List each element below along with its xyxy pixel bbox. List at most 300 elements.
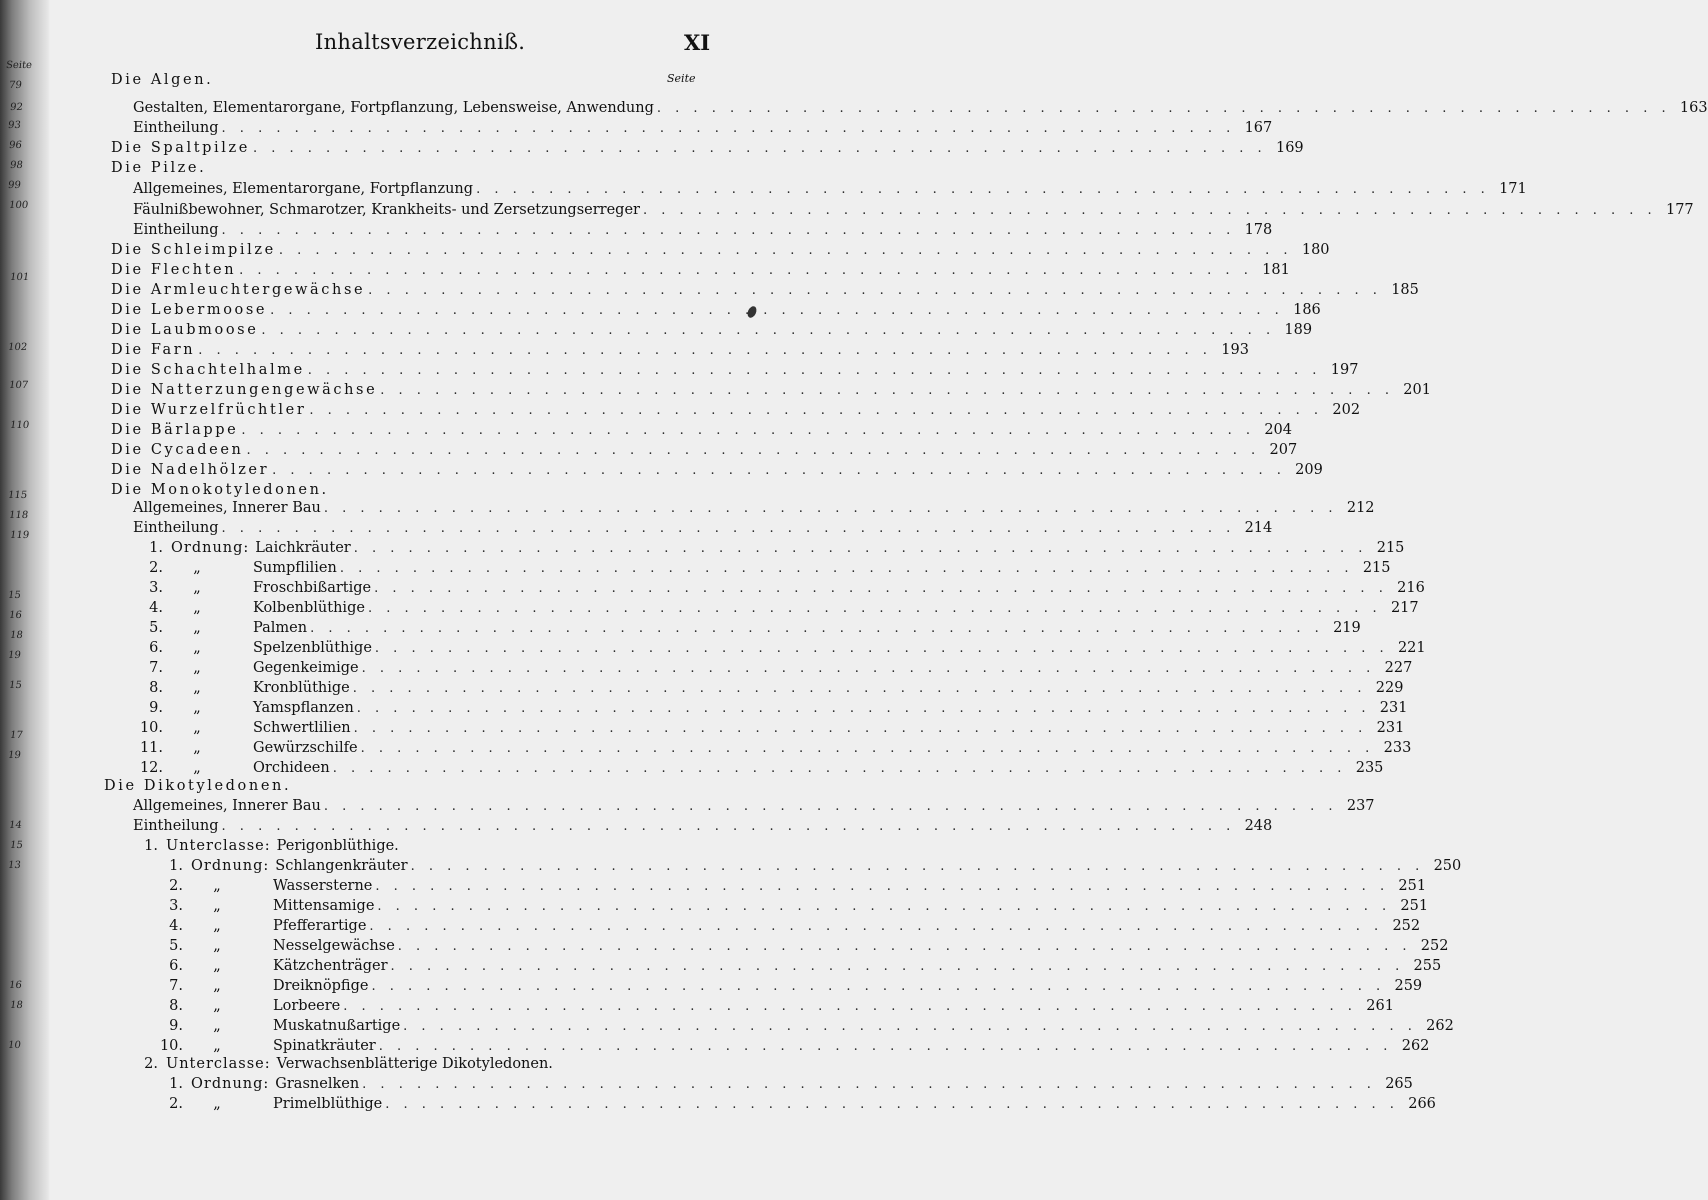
page-number-ref: 262	[1426, 1018, 1454, 1034]
page-number-ref: 207	[1269, 442, 1298, 458]
dot-leader: . . . . . . . . . . . . . . . . . . . . . . . . . . . . . . . . . . . . . . . . . . . . . . . . . . . . . . . .	[323, 501, 1338, 516]
bleed-number: 101	[9, 272, 30, 283]
page-number-ref: 248	[1244, 818, 1273, 834]
entry-number: 3.	[169, 898, 183, 914]
bleed-number: Seite	[5, 60, 33, 71]
page-number-ref: 252	[1392, 918, 1421, 934]
entry-text: Mittensamige	[273, 898, 375, 914]
ditto-mark: „	[193, 640, 201, 656]
bleed-number: 17	[9, 730, 24, 741]
page-number-ref: 216	[1397, 580, 1425, 596]
bleed-number: 18	[9, 1000, 24, 1011]
entry-text: Die Dikotyledonen.	[104, 778, 292, 794]
dot-leader: . . . . . . . . . . . . . . . . . . . . . . . . . . . . . . . . . . . . . . . . . . . . . . . . . . . . . . . .	[369, 919, 1384, 934]
entry-text: Nesselgewächse	[273, 938, 395, 954]
toc-entry-label	[111, 462, 269, 478]
page-number-ref: 233	[1383, 740, 1412, 756]
page-number-ref: 266	[1408, 1096, 1436, 1112]
entry-text: Eintheilung	[133, 520, 219, 536]
toc-entry-label	[133, 520, 219, 536]
page-number-ref: 178	[1244, 222, 1273, 238]
toc-entry	[133, 500, 1375, 518]
toc-entry-label	[133, 560, 337, 576]
toc-entry-label	[153, 1038, 376, 1054]
entry-text: Yamspflanzen	[253, 700, 354, 716]
entry-text: Die Algen.	[111, 72, 214, 88]
page-title: Inhaltsverzeichniß.	[315, 30, 526, 54]
toc-entry-label	[133, 798, 321, 814]
toc-entry	[153, 958, 1442, 976]
toc-entry-label	[111, 262, 236, 278]
dot-leader: . . . . . . . . . . . . . . . . . . . . . . . . . . . . . . . . . . . . . . . . . . . . . . . . . . . . . . . .	[307, 363, 1322, 378]
toc-entry-label	[111, 282, 365, 298]
toc-entry	[111, 462, 1323, 480]
entry-text: Eintheilung	[133, 818, 219, 834]
entry-number: 5.	[149, 620, 163, 636]
dot-leader: . . . . . . . . . . . . . . . . . . . . . . . . . . . . . . . . . . . . . . . . . . . . . . . . . . . . . . . .	[246, 443, 1261, 458]
entry-number: 7.	[149, 660, 163, 676]
entry-text: Kronblüthige	[253, 680, 350, 696]
entry-text: Die Armleuchtergewächse	[111, 282, 366, 298]
toc-heading	[111, 72, 698, 90]
dot-leader: . . . . . . . . . . . . . . . . . . . . . . . . . . . . . . . . . . . . . . . . . . . . . . . . . . . . . . . .	[375, 879, 1390, 894]
page-number-ref: 197	[1330, 362, 1359, 378]
dot-leader: . . . . . . . . . . . . . . . . . . . . . . . . . . . . . . . . . . . . . . . . . . . . . . . . . . . . . . . .	[353, 721, 1368, 736]
toc-entry-label	[133, 181, 473, 197]
entry-text: Die Farn	[111, 342, 196, 358]
page-number-ref: 214	[1244, 520, 1273, 536]
page-number-ref: 235	[1355, 760, 1384, 776]
page-number-ref: 251	[1400, 898, 1429, 914]
page-number-ref: 262	[1401, 1038, 1430, 1054]
toc-entry	[133, 640, 1426, 658]
toc-entry	[111, 362, 1359, 380]
entry-number: 11.	[139, 740, 163, 756]
dot-leader: . . . . . . . . . . . . . . . . . . . . . . . . . . . . . . . . . . . . . . . . . . . . . . . . . . . . . . . .	[385, 1097, 1399, 1112]
entry-text: Allgemeines, Innerer Bau	[133, 798, 321, 814]
bleed-number: 18	[9, 630, 24, 641]
dot-leader: . . . . . . . . . . . . . . . . . . . . . . . . . . . . . . . . . . . . . . . . . . . . . . . . . . . . . . . .	[371, 979, 1386, 994]
rank-prefix: Ordnung:	[191, 1076, 270, 1092]
toc-heading	[111, 482, 698, 500]
entry-text: Pfefferartige	[273, 918, 367, 934]
entry-text: Die Pilze.	[111, 160, 207, 176]
entry-number: 6.	[169, 958, 183, 974]
bleed-number: 14	[8, 820, 23, 831]
page-number-ref: 186	[1293, 302, 1321, 318]
toc-entry	[111, 342, 1249, 360]
page-number-ref: 219	[1333, 620, 1361, 636]
toc-entry	[153, 1018, 1454, 1036]
bleed-number: 96	[8, 140, 23, 151]
toc-entry	[111, 140, 1304, 158]
ditto-mark: „	[193, 560, 201, 576]
dot-leader: . . . . . . . . . . . . . . . . . . . . . . . . . . . . . . . . . . . . . . . . . . . . . . . . . . . . . . . .	[343, 999, 1357, 1014]
entry-number: 2.	[149, 560, 163, 576]
toc-entry-label	[133, 222, 219, 238]
entry-text: Die Lebermoose	[111, 302, 268, 318]
toc-entry-label	[133, 700, 354, 716]
toc-entry	[133, 540, 1405, 558]
toc-entry-label	[111, 72, 213, 88]
toc-entry	[133, 760, 1384, 778]
page-number-ref: 215	[1376, 540, 1405, 556]
toc-entry	[153, 1076, 1413, 1094]
dot-leader: . . . . . . . . . . . . . . . . . . . . . . . . . . . . . . . . . . . . . . . . . . . . . . . . . . . . . . . .	[410, 859, 1425, 874]
entry-text: Die Schachtelhalme	[111, 362, 305, 378]
bleed-number: 115	[7, 490, 28, 501]
dot-leader: . . . . . . . . . . . . . . . . . . . . . . . . . . . . . . . . . . . . . . . . . . . . . . . . . . . . . . . .	[323, 799, 1338, 814]
toc-heading	[128, 838, 698, 856]
entry-number: 2.	[169, 878, 183, 894]
entry-text: Allgemeines, Innerer Bau	[133, 500, 321, 516]
toc-entry-label	[111, 422, 238, 438]
entry-number: 4.	[169, 918, 183, 934]
dot-leader: . . . . . . . . . . . . . . . . . . . . . . . . . . . . . . . . . . . . . . . . . . . . . . . . . . . . . . . .	[380, 383, 1394, 398]
page-number-ref: 167	[1244, 120, 1273, 136]
ditto-mark: „	[193, 680, 201, 696]
toc-entry-label	[153, 918, 366, 934]
bleed-number: 10	[7, 1040, 22, 1051]
dot-leader: . . . . . . . . . . . . . . . . . . . . . . . . . . . . . . . . . . . . . . . . . . . . . . . . . . . . . . . .	[356, 701, 1371, 716]
toc-entry	[153, 938, 1449, 956]
dot-leader: . . . . . . . . . . . . . . . . . . . . . . . . . . . . . . . . . . . . . . . . . . . . . . . . . . . . . . . .	[339, 561, 1354, 576]
page-number-ref: 171	[1499, 181, 1527, 197]
page-number-ref: 255	[1413, 958, 1442, 974]
entry-number: 1.	[169, 858, 183, 874]
entry-text: Kolbenblüthige	[253, 600, 365, 616]
page-number-ref: 193	[1221, 342, 1249, 358]
dot-leader: . . . . . . . . . . . . . . . . . . . . . . . . . . . . . . . . . . . . . . . . . . . . . . . . . . . . . . . .	[198, 343, 1212, 358]
toc-entry	[133, 120, 1273, 138]
entry-text: Froschbißartige	[253, 580, 372, 596]
column-header-seite: Seite	[667, 72, 696, 85]
entry-text: Allgemeines, Elementarorgane, Fortpflanzung	[133, 181, 474, 197]
toc-entry	[133, 680, 1404, 698]
toc-entry-label	[153, 1076, 359, 1092]
toc-entry-label	[133, 120, 219, 136]
toc-entry	[153, 878, 1427, 896]
entry-number: 9.	[169, 1018, 183, 1034]
toc-entry	[153, 898, 1429, 916]
page-number-ref: 185	[1391, 282, 1419, 298]
toc-entry	[133, 740, 1412, 758]
entry-text: Gegenkeimige	[253, 660, 359, 676]
entry-text: Verwachsenblätterige Dikotyledonen.	[276, 1056, 553, 1072]
ditto-mark: „	[193, 700, 201, 716]
page-number-ref: 163	[1679, 100, 1708, 116]
page-number-ref: 231	[1379, 700, 1408, 716]
entry-number: 1.	[149, 540, 163, 556]
toc-entry-label	[133, 620, 307, 636]
bleed-number: 19	[7, 750, 22, 761]
dot-leader: . . . . . . . . . . . . . . . . . . . . . . . . . . . . . . . . . . . . . . . . . . . . . . . . . . . . . . . .	[642, 203, 1657, 218]
dot-leader: . . . . . . . . . . . . . . . . . . . . . . . . . . . . . . . . . . . . . . . . . . . . . . . . . . . . . . . .	[278, 243, 1293, 258]
dot-leader: . . . . . . . . . . . . . . . . . . . . . . . . . . . . . . . . . . . . . . . . . . . . . . . . . . . . . . . .	[367, 601, 1382, 616]
toc-entry-label	[111, 302, 267, 318]
ditto-mark: „	[213, 978, 221, 994]
dot-leader: . . . . . . . . . . . . . . . . . . . . . . . . . . . . . . . . . . . . . . . . . . . . . . . . . . . . . . . .	[252, 141, 1267, 156]
ditto-mark: „	[193, 580, 201, 596]
dot-leader: . . . . . . . . . . . . . . . . . . . . . . . . . . . . . . . . . . . . . . . . . . . . . . . . . . . . . . . .	[390, 959, 1405, 974]
rank-prefix: Unterclasse:	[166, 838, 271, 854]
entry-number: 7.	[169, 978, 183, 994]
toc-entry-label	[153, 978, 368, 994]
page-number-ref: 231	[1376, 720, 1405, 736]
entry-number: 5.	[169, 938, 183, 954]
dot-leader: . . . . . . . . . . . . . . . . . . . . . . . . . . . . . . . . . . . . . . . . . . . . . . . . . . . . . . . .	[221, 223, 1236, 238]
bleed-number: 15	[9, 840, 24, 851]
dot-leader: . . . . . . . . . . . . . . . . . . . . . . . . . . . . . . . . . . . . . . . . . . . . . . . . . . . . . . . .	[261, 323, 1276, 338]
rank-prefix: Unterclasse:	[166, 1056, 271, 1072]
bleed-number: 93	[7, 120, 22, 131]
entry-number: 10.	[159, 1038, 183, 1054]
page-number: XI	[684, 30, 711, 55]
entry-text: Gestalten, Elementarorgane, Fortpflanzung, Lebensweise, Anwendung	[133, 100, 654, 116]
entry-text: Sumpflilien	[253, 560, 337, 576]
dot-leader: . . . . . . . . . . . . . . . . . . . . . . . . . . . . . . . . . . . . . . . . . . . . . . . . . . . . . . . .	[362, 1077, 1376, 1092]
dot-leader: . . . . . . . . . . . . . . . . . . . . . . . . . . . . . . . . . . . . . . . . . . . . . . . . . . . . . . . .	[374, 641, 1389, 656]
entry-number: 2.	[169, 1096, 183, 1112]
entry-text: Gewürzschilfe	[253, 740, 358, 756]
entry-number: 1.	[169, 1076, 183, 1092]
dot-leader: . . . . . . . . . . . . . . . . . . . . . . . . . . . . . . . . . . . . . . . . . . . . . . . . . . . . . . . .	[353, 541, 1368, 556]
toc-entry	[133, 620, 1361, 638]
page-number-ref: 212	[1346, 500, 1375, 516]
page-number-ref: 221	[1397, 640, 1426, 656]
toc-entry-label	[153, 878, 372, 894]
dot-leader: . . . . . . . . . . . . . . . . . . . . . . . . . . . . . . . . . . . . . . . . . . . . . . . . . . . . . . . .	[397, 939, 1412, 954]
dot-leader: . . . . . . . . . . . . . . . . . . . . . . . . . . . . . . . . . . . . . . . . . . . . . . . . . . . . . . . .	[352, 681, 1367, 696]
dot-leader: . . . . . . . . . . . . . . . . . . . . . . . . . . . . . . . . . . . . . . . . . . . . . . . . . . . . . . . .	[656, 101, 1671, 116]
dot-leader: . . . . . . . . . . . . . . . . . . . . . . . . . . . . . . . . . . . . . . . . . . . . . . . . . . . . . . . .	[332, 761, 1347, 776]
toc-entry	[111, 422, 1293, 440]
ditto-mark: „	[213, 1018, 221, 1034]
entry-number: 3.	[149, 580, 163, 596]
dot-leader: . . . . . . . . . . . . . . . . . . . . . . . . . . . . . . . . . . . . . . . . . . . . . . . . . . . . . . . .	[374, 581, 1388, 596]
page-number-ref: 265	[1385, 1076, 1413, 1092]
toc-entry-label	[133, 500, 321, 516]
bleed-number: 107	[8, 380, 29, 391]
toc-entry-label	[111, 322, 258, 338]
toc-entry	[133, 560, 1391, 578]
page-number-ref: 177	[1665, 202, 1694, 218]
entry-number: 2.	[144, 1056, 158, 1072]
rank-prefix: Ordnung:	[171, 540, 250, 556]
bleed-number: 98	[9, 160, 24, 171]
entry-text: Die Bärlappe	[111, 422, 239, 438]
toc-entry-label	[153, 1018, 400, 1034]
bleed-number: 16	[8, 980, 23, 991]
entry-number: 9.	[149, 700, 163, 716]
entry-text: Schwertlilien	[253, 720, 351, 736]
entry-text: Fäulnißbewohner, Schmarotzer, Krankheits- und Zersetzungserreger	[133, 202, 640, 218]
toc-entry-label	[133, 680, 350, 696]
toc-entry	[111, 302, 1321, 320]
entry-text: Schlangenkräuter	[275, 858, 408, 874]
dot-leader: . . . . . . . . . . . . . . . . . . . . . . . . . . . . . . . . . . . . . . . . . . . . . . . . . . . . . . . .	[476, 182, 1490, 197]
entry-text: Die Flechten	[111, 262, 237, 278]
toc-entry-label	[133, 640, 372, 656]
toc-entry-label	[133, 600, 365, 616]
ditto-mark: „	[213, 1096, 221, 1112]
entry-text: Perigonblüthige.	[276, 838, 399, 854]
bleed-number: 92	[9, 102, 24, 113]
ditto-mark: „	[213, 998, 221, 1014]
toc-entry	[133, 100, 1708, 118]
toc-entry	[133, 202, 1694, 220]
ditto-mark: „	[193, 620, 201, 636]
entry-text: Muskatnußartige	[273, 1018, 401, 1034]
page-number-ref: 250	[1433, 858, 1462, 874]
toc-entry-label	[128, 838, 399, 854]
entry-text: Orchideen	[253, 760, 330, 776]
toc-entry	[153, 858, 1462, 876]
bleed-number: 13	[7, 860, 22, 871]
toc-entry	[111, 442, 1298, 460]
page-number-ref: 180	[1301, 242, 1330, 258]
toc-entry	[153, 1038, 1430, 1056]
bleed-number: 119	[9, 530, 30, 541]
dot-leader: . . . . . . . . . . . . . . . . . . . . . . . . . . . . . . . . . . . . . . . . . . . . . . . . . . . . . . . .	[360, 741, 1375, 756]
bleed-number: 15	[7, 590, 22, 601]
entry-number: 10.	[139, 720, 163, 736]
bleed-number: 102	[7, 342, 28, 353]
toc-entry	[133, 222, 1273, 240]
page-number-ref: 259	[1394, 978, 1423, 994]
entry-text: Wassersterne	[273, 878, 373, 894]
ditto-mark: „	[193, 600, 201, 616]
dot-leader: . . . . . . . . . . . . . . . . . . . . . . . . . . . . . . . . . . . . . . . . . . . . . . . . . . . . . . . .	[361, 661, 1376, 676]
toc-entry-label	[111, 242, 276, 258]
entry-text: Spinatkräuter	[273, 1038, 376, 1054]
dot-leader: . . . . . . . . . . . . . . . . . . . . . . . . . . . . . . . . . . . . . . . . . . . . . . . . . . . . . . . .	[378, 1039, 1393, 1054]
toc-entry-label	[111, 362, 305, 378]
entry-text: Die Natterzungengewächse	[111, 382, 378, 398]
dot-leader: . . . . . . . . . . . . . . . . . . . . . . . . . . . . . . . . . . . . . . . . . . . . . . . . . . . . . . . .	[309, 403, 1324, 418]
toc-entry-label	[133, 580, 371, 596]
ditto-mark: „	[213, 918, 221, 934]
bleed-number: 110	[9, 420, 30, 431]
toc-entry-label	[111, 160, 206, 176]
toc-entry-label	[133, 540, 351, 556]
toc-entry-label	[133, 202, 640, 218]
toc-entry	[153, 998, 1394, 1016]
ditto-mark: „	[193, 740, 201, 756]
dot-leader: . . . . . . . . . . . . . . . . . . . . . . . . . . . . . . . . . . . . . . . . . . . . . . . . . . . . . . . .	[310, 621, 1324, 636]
ditto-mark: „	[213, 958, 221, 974]
entry-text: Die Laubmoose	[111, 322, 259, 338]
toc-entry-label	[111, 442, 244, 458]
dot-leader: . . . . . . . . . . . . . . . . . . . . . . . . . . . . . . . . . . . . . . . . . . . . . . . . . . . . . . . .	[221, 121, 1236, 136]
entry-text: Eintheilung	[133, 120, 219, 136]
dot-leader: . . . . . . . . . . . . . . . . . . . . . . . . . . . . . . . . . . . . . . . . . . . . . . . . . . . . . . . .	[239, 263, 1253, 278]
toc-entry-label	[133, 740, 358, 756]
bleed-number: 15	[8, 680, 23, 691]
dot-leader: . . . . . . . . . . . . . . . . . . . . . . . . . . . . . . . . . . . . . . . . . . . . . . . . . . . . . . . .	[403, 1019, 1417, 1034]
page-number-ref: 209	[1295, 462, 1323, 478]
page-number-ref: 251	[1398, 878, 1427, 894]
entry-text: Eintheilung	[133, 222, 219, 238]
toc-entry-label	[133, 760, 330, 776]
entry-number: 8.	[169, 998, 183, 1014]
dot-leader: . . . . . . . . . . . . . . . . . . . . . . . . . . . . . . . . . . . . . . . . . . . . . . . . . . . . . . . .	[221, 521, 1236, 536]
toc-heading	[128, 1056, 698, 1074]
toc-entry-label	[153, 998, 340, 1014]
toc-entry	[133, 798, 1375, 816]
toc-entry-label	[133, 100, 654, 116]
page-number-ref: 169	[1275, 140, 1304, 156]
dot-leader: . . . . . . . . . . . . . . . . . . . . . . . . . . . . . . . . . . . . . . . . . . . . . . . . . . . . . . . .	[272, 463, 1286, 478]
ditto-mark: „	[193, 660, 201, 676]
entry-number: 6.	[149, 640, 163, 656]
entry-text: Laichkräuter	[255, 540, 351, 556]
toc-entry	[133, 181, 1527, 199]
ditto-mark: „	[193, 760, 201, 776]
toc-entry	[153, 1096, 1436, 1114]
entry-text: Die Schleimpilze	[111, 242, 276, 258]
entry-number: 4.	[149, 600, 163, 616]
toc-entry-label	[104, 778, 291, 794]
bleed-number: 19	[7, 650, 22, 661]
toc-entry-label	[153, 938, 395, 954]
toc-entry	[111, 262, 1290, 280]
bleed-number: 16	[8, 610, 23, 621]
entry-text: Die Nadelhölzer	[111, 462, 270, 478]
entry-number: 12.	[139, 760, 163, 776]
toc-entry-label	[111, 402, 306, 418]
entry-text: Die Cycadeen	[111, 442, 244, 458]
page-number-ref: 229	[1375, 680, 1404, 696]
toc-entry	[111, 282, 1419, 300]
dot-leader: . . . . . . . . . . . . . . . . . . . . . . . . . . . . . . . . . . . . . . . . . . . . . . . . . . . . . . . .	[270, 303, 1284, 318]
entry-text: Die Wurzelfrüchtler	[111, 402, 307, 418]
page-number-ref: 217	[1390, 600, 1419, 616]
toc-entry-label	[133, 720, 351, 736]
toc-entry	[133, 520, 1273, 538]
toc-entry	[133, 580, 1425, 598]
entry-text: Kätzchenträger	[273, 958, 388, 974]
dot-leader: . . . . . . . . . . . . . . . . . . . . . . . . . . . . . . . . . . . . . . . . . . . . . . . . . . . . . . . .	[241, 423, 1256, 438]
toc-entry	[111, 322, 1313, 340]
toc-entry-label	[153, 858, 408, 874]
bleed-number: 79	[8, 80, 23, 91]
toc-entry	[111, 382, 1431, 400]
page-number-ref: 181	[1262, 262, 1290, 278]
ditto-mark: „	[193, 720, 201, 736]
ditto-mark: „	[213, 898, 221, 914]
entry-number: 1.	[144, 838, 158, 854]
page-number-ref: 189	[1284, 322, 1313, 338]
entry-text: Dreiknöpfige	[273, 978, 369, 994]
page-number-ref: 237	[1346, 798, 1375, 814]
toc-entry-label	[111, 382, 377, 398]
dot-leader: . . . . . . . . . . . . . . . . . . . . . . . . . . . . . . . . . . . . . . . . . . . . . . . . . . . . . . . .	[377, 899, 1392, 914]
entry-text: Die Spaltpilze	[111, 140, 250, 156]
toc-entry	[153, 978, 1423, 996]
page-number-ref: 202	[1332, 402, 1361, 418]
toc-entry-label	[133, 660, 359, 676]
page-number-ref: 201	[1403, 382, 1431, 398]
toc-entry	[133, 600, 1419, 618]
bleed-number: 100	[8, 200, 29, 211]
ditto-mark: „	[213, 878, 221, 894]
toc-entry	[133, 700, 1408, 718]
ditto-mark: „	[213, 1038, 221, 1054]
dot-leader: . . . . . . . . . . . . . . . . . . . . . . . . . . . . . . . . . . . . . . . . . . . . . . . . . . . . . . . .	[221, 819, 1236, 834]
page-number-ref: 227	[1384, 660, 1413, 676]
bleed-number: 118	[8, 510, 29, 521]
